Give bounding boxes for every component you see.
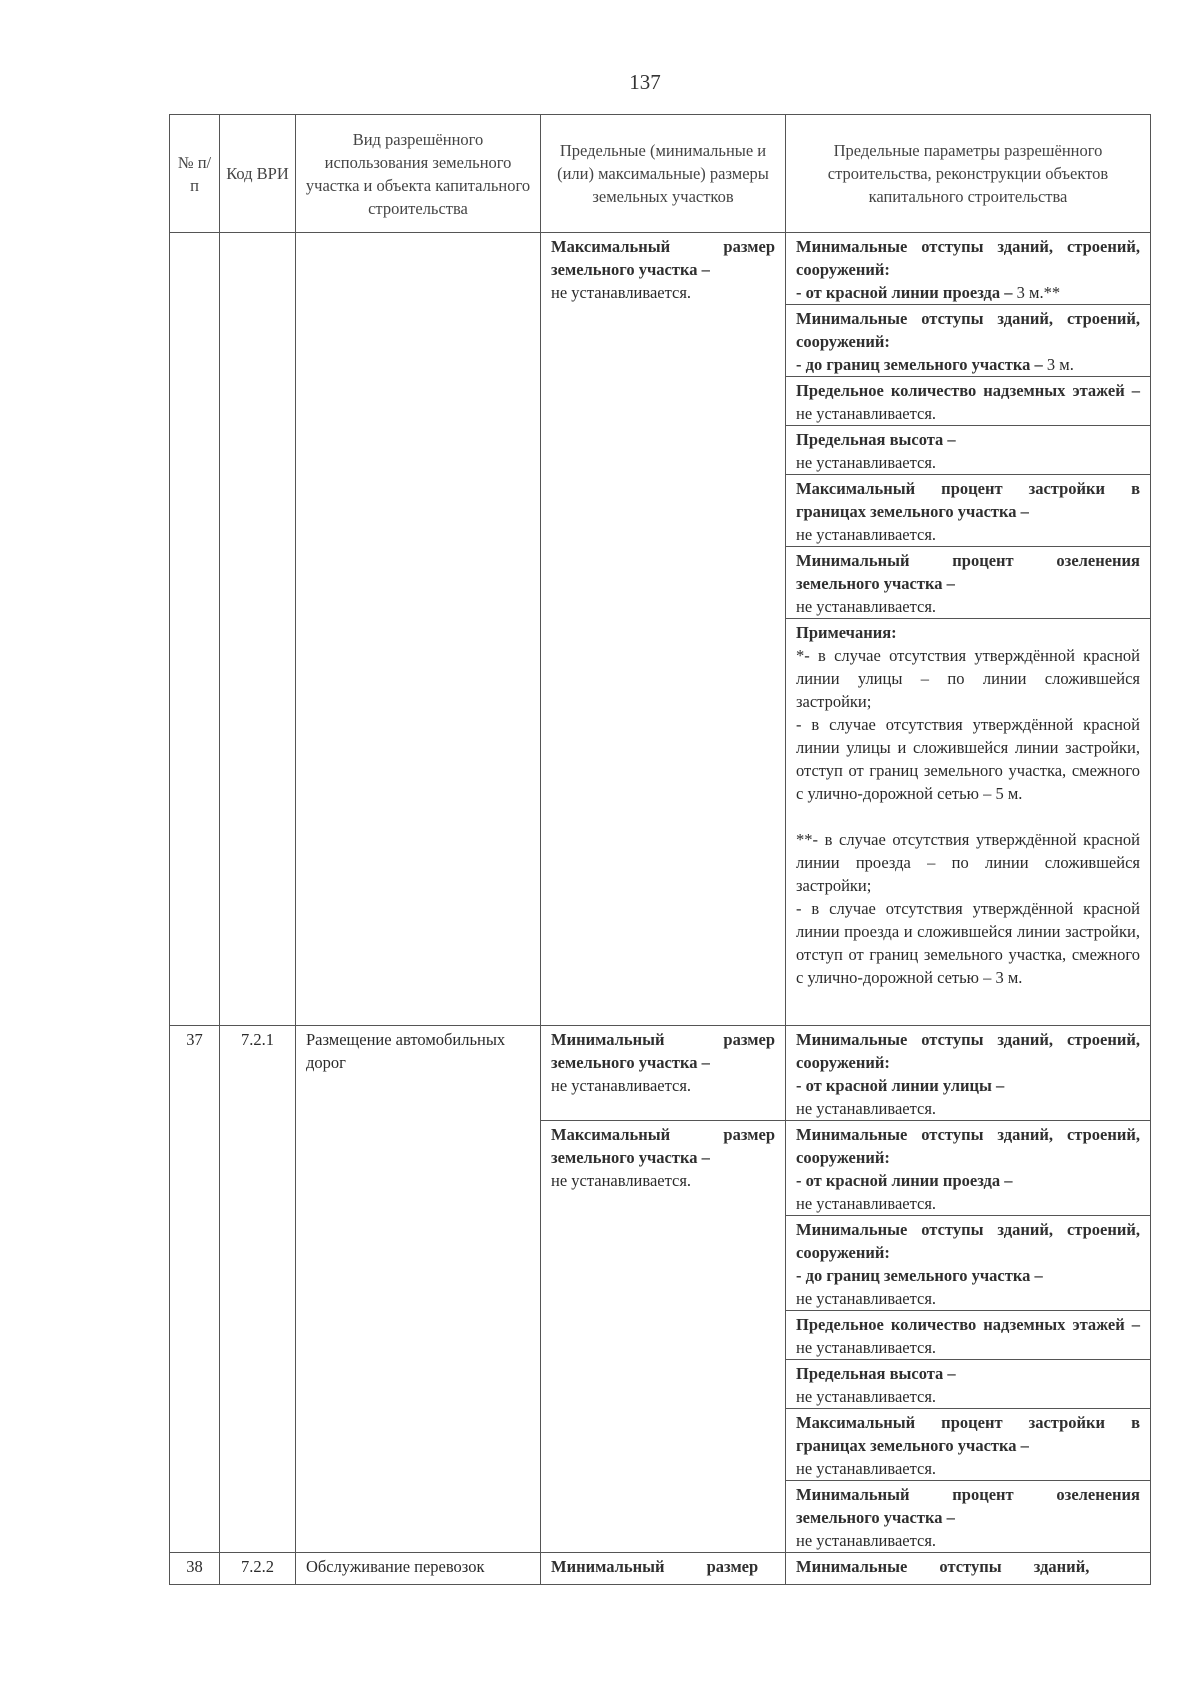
cont-param-3 bbox=[786, 376, 1150, 425]
note-3: **- в случае отсутствия утверждённой красной линии проезда – по линии сложившейся застройки; bbox=[796, 830, 1140, 895]
header-num: № п/п bbox=[170, 115, 220, 233]
row37-code: 7.2.1 bbox=[220, 1026, 296, 1553]
row37-p5-rest: не устанавливается. bbox=[796, 1387, 937, 1406]
row38-size-cell bbox=[541, 1553, 786, 1585]
row37-param-2 bbox=[786, 1120, 1150, 1215]
header-code: Код ВРИ bbox=[220, 115, 296, 233]
cont-p3-bold: Предельное количество надземных этажей – bbox=[796, 381, 1140, 400]
cont-num-cell bbox=[170, 233, 220, 1026]
row38-code: 7.2.2 bbox=[220, 1553, 296, 1585]
cont-param-2 bbox=[786, 304, 1150, 376]
row37-size-cell bbox=[541, 1026, 786, 1553]
row37-p1-line: - от красной линии улицы – bbox=[796, 1076, 1005, 1095]
page-number: 137 bbox=[629, 70, 661, 94]
row38-kind: Обслуживание перевозок bbox=[296, 1553, 541, 1585]
cont-p5-rest: не устанавливается. bbox=[796, 525, 937, 544]
row37-param-7 bbox=[786, 1480, 1150, 1552]
cont-p1-rest: 3 м.** bbox=[1012, 283, 1061, 302]
row37-p2-bold: Минимальные отступы зданий, строений, сооружений: bbox=[796, 1125, 1140, 1167]
cont-size-bold: Максимальный размер земельного участка – bbox=[551, 237, 775, 279]
cont-params-cell bbox=[786, 233, 1151, 1026]
cont-param-5 bbox=[786, 474, 1150, 546]
regulations-table bbox=[169, 114, 1151, 1585]
row37-param-4 bbox=[786, 1310, 1150, 1359]
cont-size-rest: не устанавливается. bbox=[551, 283, 692, 302]
row37-p2-line: - от красной линии проезда – bbox=[796, 1171, 1013, 1190]
row37-min-size bbox=[541, 1026, 785, 1120]
cont-kind-cell bbox=[296, 233, 541, 1026]
header-kind: Вид разрешённого использования земельного участка и объекта капитального строительства bbox=[296, 115, 541, 233]
row37-p7-rest: не устанавливается. bbox=[796, 1531, 937, 1550]
row37-kind: Размещение автомобильных дорог bbox=[296, 1026, 541, 1553]
cont-p3-rest: не устанавливается. bbox=[796, 404, 937, 423]
row38-size-bold: Минимальный размер bbox=[551, 1557, 759, 1576]
cont-p2-bold: Минимальные отступы зданий, строений, сооружений: bbox=[796, 309, 1140, 351]
cont-p2-rest: 3 м. bbox=[1042, 355, 1074, 374]
cont-code-cell bbox=[220, 233, 296, 1026]
row37-max-size bbox=[541, 1120, 785, 1192]
cont-size-cell bbox=[541, 233, 786, 1026]
header-params: Предельные параметры разрешённого строительства, реконструкции объектов капитального строительства bbox=[786, 115, 1151, 233]
table-row-38 bbox=[170, 1553, 1151, 1585]
row37-p4-rest: не устанавливается. bbox=[796, 1338, 937, 1357]
cont-p4-rest: не устанавливается. bbox=[796, 453, 937, 472]
row37-params-cell bbox=[786, 1026, 1151, 1553]
cont-p4-bold: Предельная высота – bbox=[796, 430, 956, 449]
cont-notes bbox=[786, 618, 1150, 991]
cont-param-1 bbox=[786, 233, 1150, 304]
row37-min-bold: Минимальный размер земельного участка – bbox=[551, 1030, 775, 1072]
row37-p1-bold: Минимальные отступы зданий, строений, сооружений: bbox=[796, 1030, 1140, 1072]
note-1: *- в случае отсутствия утверждённой красной линии улицы – по линии сложившейся застройки; bbox=[796, 646, 1140, 711]
row37-p3-line: - до границ земельного участка – bbox=[796, 1266, 1043, 1285]
row37-p4-bold: Предельное количество надземных этажей – bbox=[796, 1315, 1140, 1334]
row37-max-rest: не устанавливается. bbox=[551, 1171, 692, 1190]
row37-param-6 bbox=[786, 1408, 1150, 1480]
cont-p1-line: - от красной линии проезда – bbox=[796, 283, 1013, 302]
row37-p6-bold: Максимальный процент застройки в границах земельного участка – bbox=[796, 1413, 1140, 1455]
table-row-continuation bbox=[170, 233, 1151, 1026]
row37-p3-rest: не устанавливается. bbox=[796, 1289, 937, 1308]
row37-p7-bold: Минимальный процент озеленения земельного участка – bbox=[796, 1485, 1140, 1527]
row37-p2-rest: не устанавливается. bbox=[796, 1194, 937, 1213]
row37-min-rest: не устанавливается. bbox=[551, 1076, 692, 1095]
header-size: Предельные (минимальные и (или) максимальные) размеры земельных участков bbox=[541, 115, 786, 233]
row38-num: 38 bbox=[170, 1553, 220, 1585]
cont-p2-line: - до границ земельного участка – bbox=[796, 355, 1043, 374]
cont-param-6 bbox=[786, 546, 1150, 618]
cont-p6-rest: не устанавливается. bbox=[796, 597, 937, 616]
row37-num: 37 bbox=[170, 1026, 220, 1553]
row37-param-5 bbox=[786, 1359, 1150, 1408]
notes-title: Примечания: bbox=[796, 623, 897, 642]
header-row bbox=[170, 115, 1151, 233]
cont-p6-bold: Минимальный процент озеленения земельного участка – bbox=[796, 551, 1140, 593]
row37-p3-bold: Минимальные отступы зданий, строений, сооружений: bbox=[796, 1220, 1140, 1262]
table-row-37 bbox=[170, 1026, 1151, 1553]
row37-p1-rest: не устанавливается. bbox=[796, 1099, 937, 1118]
cont-p5-bold: Максимальный процент застройки в границах земельного участка – bbox=[796, 479, 1140, 521]
row37-param-3 bbox=[786, 1215, 1150, 1310]
note-2: - в случае отсутствия утверждённой красной линии улицы и сложившейся линии застройки, отступ от границ земельного участка, смежного с улично-дорожной сетью – 5 м. bbox=[796, 715, 1140, 803]
note-4: - в случае отсутствия утверждённой красной линии проезда и сложившейся линии застройки, отступ от границ земельного участка, смежного с улично-дорожной сетью – 3 м. bbox=[796, 899, 1140, 987]
row37-p6-rest: не устанавливается. bbox=[796, 1459, 937, 1478]
cont-p1-bold: Минимальные отступы зданий, строений, сооружений: bbox=[796, 237, 1140, 279]
row38-params-cell bbox=[786, 1553, 1151, 1585]
row38-params-bold: Минимальные отступы зданий, bbox=[796, 1557, 1090, 1576]
row37-max-bold: Максимальный размер земельного участка – bbox=[551, 1125, 775, 1167]
row37-p5-bold: Предельная высота – bbox=[796, 1364, 956, 1383]
cont-param-4 bbox=[786, 425, 1150, 474]
row37-param-1 bbox=[786, 1026, 1150, 1120]
